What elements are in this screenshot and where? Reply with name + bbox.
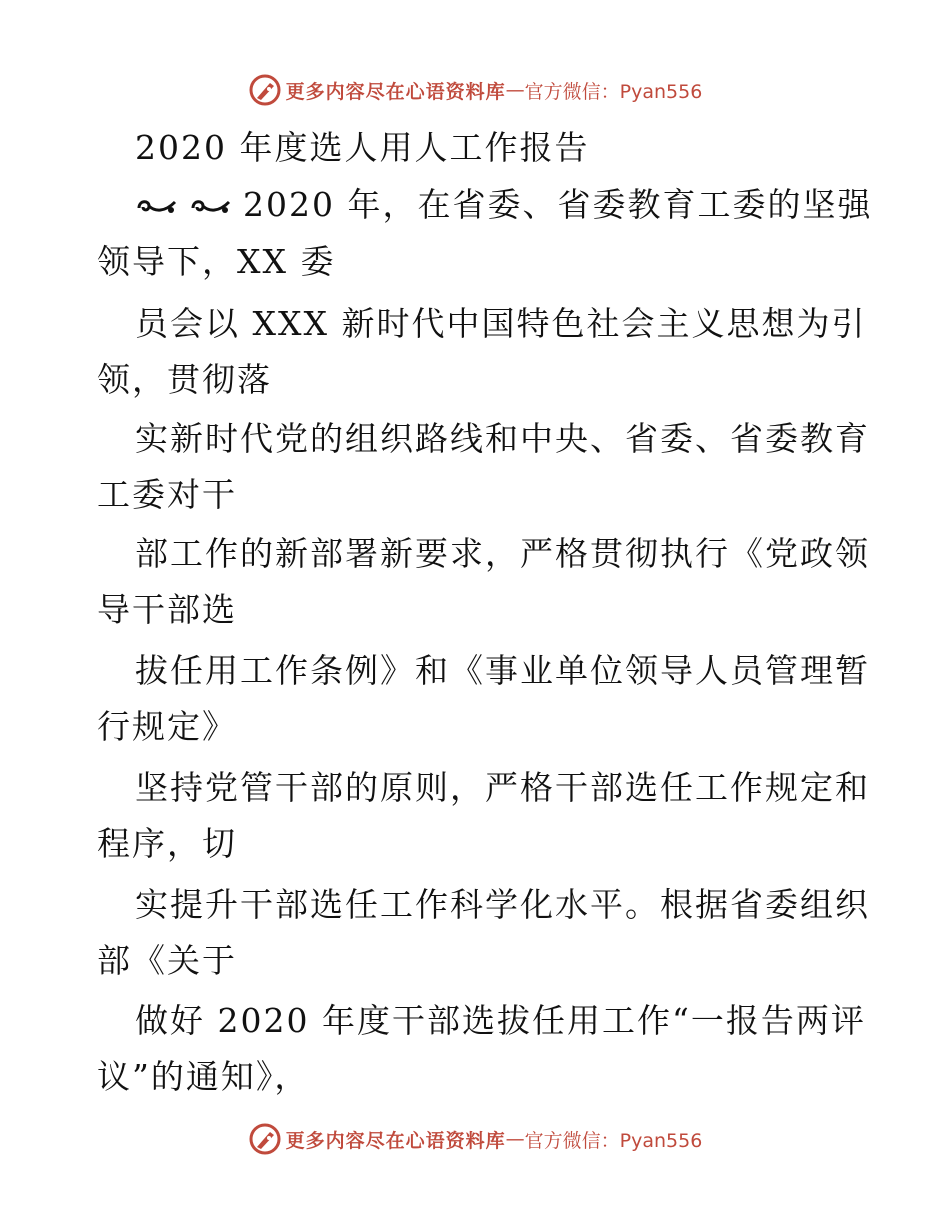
wechat-text: 官方微信：Pyan556 [524,1129,703,1152]
banner-dash: — [505,79,525,101]
paragraph-text: 2020 年，在省委、省委教育工委的坚强 [243,185,873,224]
paragraph-line: 导干部选 [97,590,237,629]
document-title: 2020 年度选人用人工作报告 [135,128,590,167]
paragraph-line [135,177,872,233]
swirl-ornament-icon [189,194,233,218]
brand-text: 更多内容尽在心语资料库 [285,80,506,103]
paragraph-line: 行规定》 [97,707,237,746]
paragraph-line: 程序，切 [97,824,237,863]
paragraph-line: 员会以 XXX 新时代中国特色社会主义思想为引 [135,304,867,343]
footer-banner [0,1119,950,1159]
wechat-text: 官方微信：Pyan556 [524,80,703,103]
paragraph-line: 实新时代党的组织路线和中央、省委、省委教育 [135,419,870,458]
paragraph-line: 实提升干部选任工作科学化水平。根据省委组织 [135,885,870,924]
pen-nib-logo-icon [248,73,282,107]
paragraph-line: 坚持党管干部的原则，严格干部选任工作规定和 [135,768,870,807]
paragraph-line: 部《关于 [97,941,237,980]
paragraph-line: 做好 2020 年度干部选拔任用工作“一报告两评 [135,1001,866,1040]
banner-dash: — [505,1128,525,1150]
swirl-ornament-icon [135,194,179,218]
paragraph-line: 领，贯彻落 [97,360,272,399]
paragraph-line: 部工作的新部署新要求，严格贯彻执行《党政领 [135,534,870,573]
paragraph-line: 工委对干 [97,475,237,514]
pen-nib-logo-icon [248,1122,282,1156]
brand-text: 更多内容尽在心语资料库 [285,1129,506,1152]
paragraph-line: 拔任用工作条例》和《事业单位领导人员管理暂 [135,651,870,690]
paragraph-line: 议”的通知》， [97,1057,310,1096]
header-banner [0,70,950,110]
paragraph-line: 领导下，XX 委 [97,242,336,281]
